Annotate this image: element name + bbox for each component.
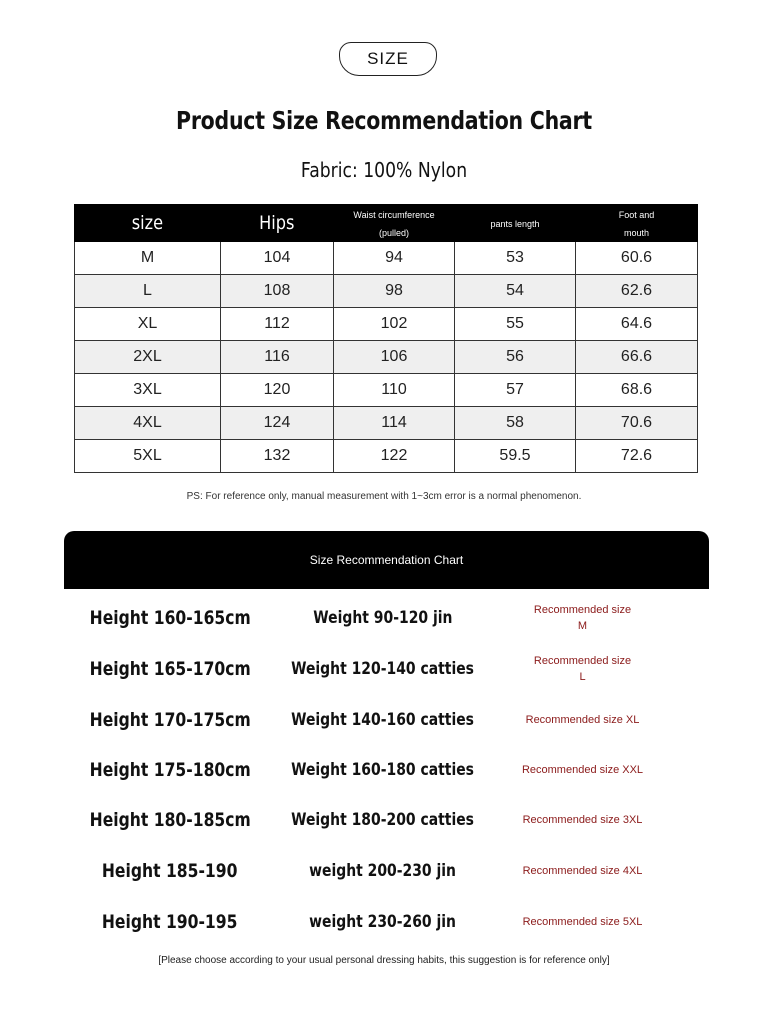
weight-range: Weight 180-200 catties <box>291 810 475 830</box>
cell-foot-mouth: 64.6 <box>576 308 698 341</box>
cell-foot-mouth: 70.6 <box>576 407 698 440</box>
cell-hips: 104 <box>221 242 334 275</box>
cell-size: 2XL <box>75 341 221 374</box>
weight-range: Weight 90-120 jin <box>313 608 453 628</box>
height-range: Height 185-190 <box>102 860 238 882</box>
header-size: size <box>75 205 221 242</box>
cell-waist: 114 <box>334 407 455 440</box>
recommended-size: Recommended size XXL <box>521 764 644 776</box>
table-row <box>75 308 698 341</box>
recommendation-header <box>64 531 709 589</box>
weight-range: Weight 120-140 catties <box>291 659 475 679</box>
recommended-size: Recommended size 4XL <box>522 865 643 877</box>
recommended-size: Recommended size M <box>533 604 632 632</box>
height-range: Height 165-170cm <box>89 658 251 680</box>
cell-pants-length: 53 <box>455 242 576 275</box>
cell-hips: 124 <box>221 407 334 440</box>
cell-waist: 102 <box>334 308 455 341</box>
height-range: Height 180-185cm <box>89 809 251 831</box>
recommendation-row <box>0 800 768 840</box>
page-title: Product Size Recommendation Chart <box>176 106 592 135</box>
cell-waist: 106 <box>334 341 455 374</box>
weight-range: Weight 140-160 catties <box>291 710 475 730</box>
cell-pants-length: 57 <box>455 374 576 407</box>
cell-foot-mouth: 72.6 <box>576 440 698 473</box>
cell-size: XL <box>75 308 221 341</box>
cell-pants-length: 55 <box>455 308 576 341</box>
cell-waist: 94 <box>334 242 455 275</box>
table-row <box>75 341 698 374</box>
cell-pants-length: 58 <box>455 407 576 440</box>
cell-pants-length: 59.5 <box>455 440 576 473</box>
weight-range: Weight 160-180 catties <box>291 760 475 780</box>
weight-range: weight 200-230 jin <box>309 861 457 881</box>
header-pants-length: pants length <box>455 205 576 242</box>
cell-hips: 116 <box>221 341 334 374</box>
height-range: Height 160-165cm <box>89 607 251 629</box>
cell-size: 4XL <box>75 407 221 440</box>
recommended-size: Recommended size 5XL <box>522 916 643 928</box>
recommendation-row <box>0 851 768 891</box>
height-range: Height 175-180cm <box>89 759 251 781</box>
cell-foot-mouth: 60.6 <box>576 242 698 275</box>
table-row <box>75 440 698 473</box>
recommendation-row <box>0 649 768 689</box>
table-row <box>75 407 698 440</box>
recommendation-row <box>0 598 768 638</box>
height-range: Height 190-195 <box>102 911 238 933</box>
cell-waist: 110 <box>334 374 455 407</box>
cell-foot-mouth: 66.6 <box>576 341 698 374</box>
recommended-size: Recommended size 3XL <box>522 814 643 826</box>
table-row <box>75 275 698 308</box>
recommendation-row <box>0 700 768 740</box>
cell-hips: 120 <box>221 374 334 407</box>
recommended-size: Recommended size XL <box>525 714 640 726</box>
cell-pants-length: 54 <box>455 275 576 308</box>
cell-foot-mouth: 68.6 <box>576 374 698 407</box>
footnote: [Please choose according to your usual personal dressing habits, this suggestion is for reference only] <box>158 955 610 966</box>
cell-size: M <box>75 242 221 275</box>
recommendation-row <box>0 902 768 942</box>
cell-hips: 112 <box>221 308 334 341</box>
cell-size: 5XL <box>75 440 221 473</box>
cell-waist: 122 <box>334 440 455 473</box>
cell-size: 3XL <box>75 374 221 407</box>
cell-foot-mouth: 62.6 <box>576 275 698 308</box>
header-foot-mouth: Foot and mouth <box>576 205 698 242</box>
header-hips: Hips <box>221 205 334 242</box>
cell-hips: 108 <box>221 275 334 308</box>
table-row <box>75 374 698 407</box>
header-waist: Waist circumference (pulled) <box>334 205 455 242</box>
recommendation-title: Size Recommendation Chart <box>309 553 464 567</box>
weight-range: weight 230-260 jin <box>309 912 457 932</box>
fabric-info: Fabric: 100% Nylon <box>300 158 468 182</box>
cell-hips: 132 <box>221 440 334 473</box>
recommended-size: Recommended size L <box>533 655 632 683</box>
size-table-header-row <box>75 205 698 242</box>
cell-waist: 98 <box>334 275 455 308</box>
cell-pants-length: 56 <box>455 341 576 374</box>
table-row <box>75 242 698 275</box>
measurement-note: PS: For reference only, manual measurement with 1~3cm error is a normal phenomenon. <box>186 491 582 502</box>
height-range: Height 170-175cm <box>89 709 251 731</box>
cell-size: L <box>75 275 221 308</box>
recommendation-row <box>0 750 768 790</box>
size-badge: SIZE <box>339 42 437 76</box>
size-table <box>74 204 698 473</box>
